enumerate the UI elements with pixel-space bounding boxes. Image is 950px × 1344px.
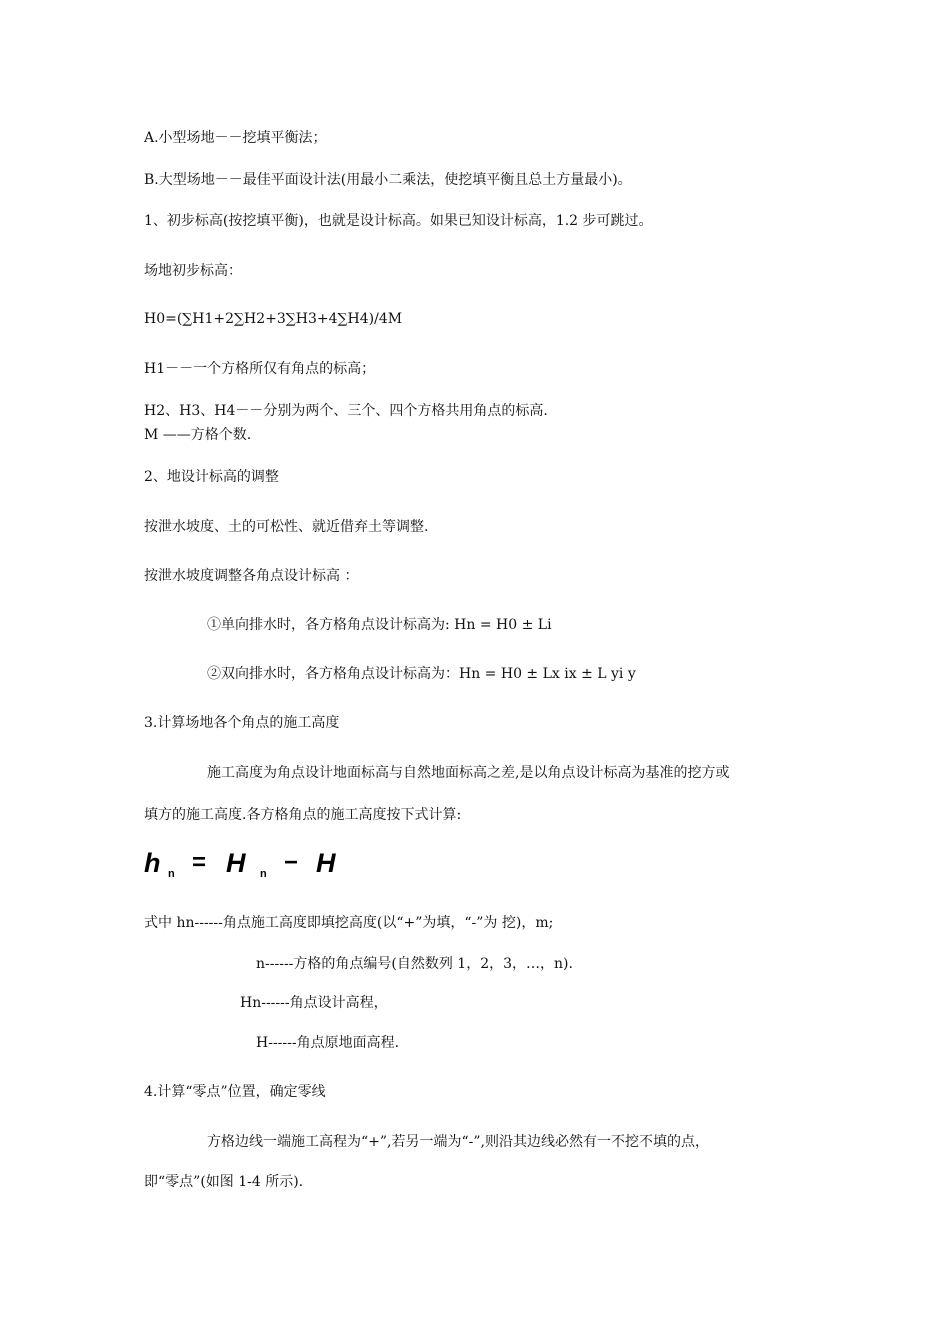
text-line: 1、初步标高(按挖填平衡)，也就是设计标高。如果已知设计标高，1.2 步可跳过。 [144, 213, 653, 229]
text-line: 按泄水坡度调整各角点设计标高 ： [144, 568, 359, 584]
formula-H-ground: H [316, 848, 336, 878]
paragraph-line: 即“零点”(如图 1-4 所示). [144, 1174, 304, 1190]
section-heading: 2、地设计标高的调整 [144, 469, 279, 485]
text-line: 场地初步标高： [144, 263, 242, 279]
section-heading: 4.计算“零点”位置，确定零线 [144, 1084, 326, 1100]
formula-H-design: H [226, 848, 246, 878]
paragraph-line: 填方的施工高度.各方格角点的施工高度按下式计算: [144, 807, 462, 823]
definition-line: H------角点原地面高程. [256, 1035, 400, 1051]
formula-H-subscript: n [260, 868, 267, 880]
formula-equals: = [192, 849, 207, 876]
formula-minus: − [284, 849, 299, 876]
list-item: ①单向排水时，各方格角点设计标高为: Hn = H0 ± Li [207, 617, 552, 633]
formula-h-subscript: n [168, 868, 175, 880]
paragraph-line: 方格边线一端施工高程为“+”,若另一端为“-”,则沿其边线必然有一不挖不填的点， [207, 1134, 709, 1150]
paragraph-line: 施工高度为角点设计地面标高与自然地面标高之差,是以角点设计标高为基准的挖方或 [207, 765, 730, 781]
formula-h: h [144, 848, 161, 878]
text-line: B.大型场地－－最佳平面设计法(用最小二乘法，使挖填平衡且总土方量最小)。 [144, 172, 632, 188]
definition-line: 式中 hn------角点施工高度即填挖高度(以“+”为填，“-”为 挖)，m; [144, 915, 554, 931]
definition-line: n------方格的角点编号(自然数列 1，2，3，…，n). [256, 956, 573, 972]
text-line: H2、H3、H4－－分别为两个、三个、四个方格共用角点的标高. [144, 403, 548, 419]
text-line: 按泄水坡度、土的可松性、就近借弃土等调整. [144, 519, 429, 535]
list-item: ②双向排水时，各方格角点设计标高为：Hn = H0 ± Lx ix ± L yi y [207, 666, 636, 682]
text-line: A.小型场地－－挖填平衡法； [144, 130, 327, 146]
text-line: M ——方格个数. [144, 427, 252, 443]
text-line: H1－－一个方格所仅有角点的标高； [144, 361, 376, 377]
formula-line: H0=(∑H1+2∑H2+3∑H3+4∑H4)/4M [144, 311, 403, 327]
definition-line: Hn------角点设计高程， [240, 995, 388, 1011]
section-heading: 3.计算场地各个角点的施工高度 [144, 715, 340, 731]
